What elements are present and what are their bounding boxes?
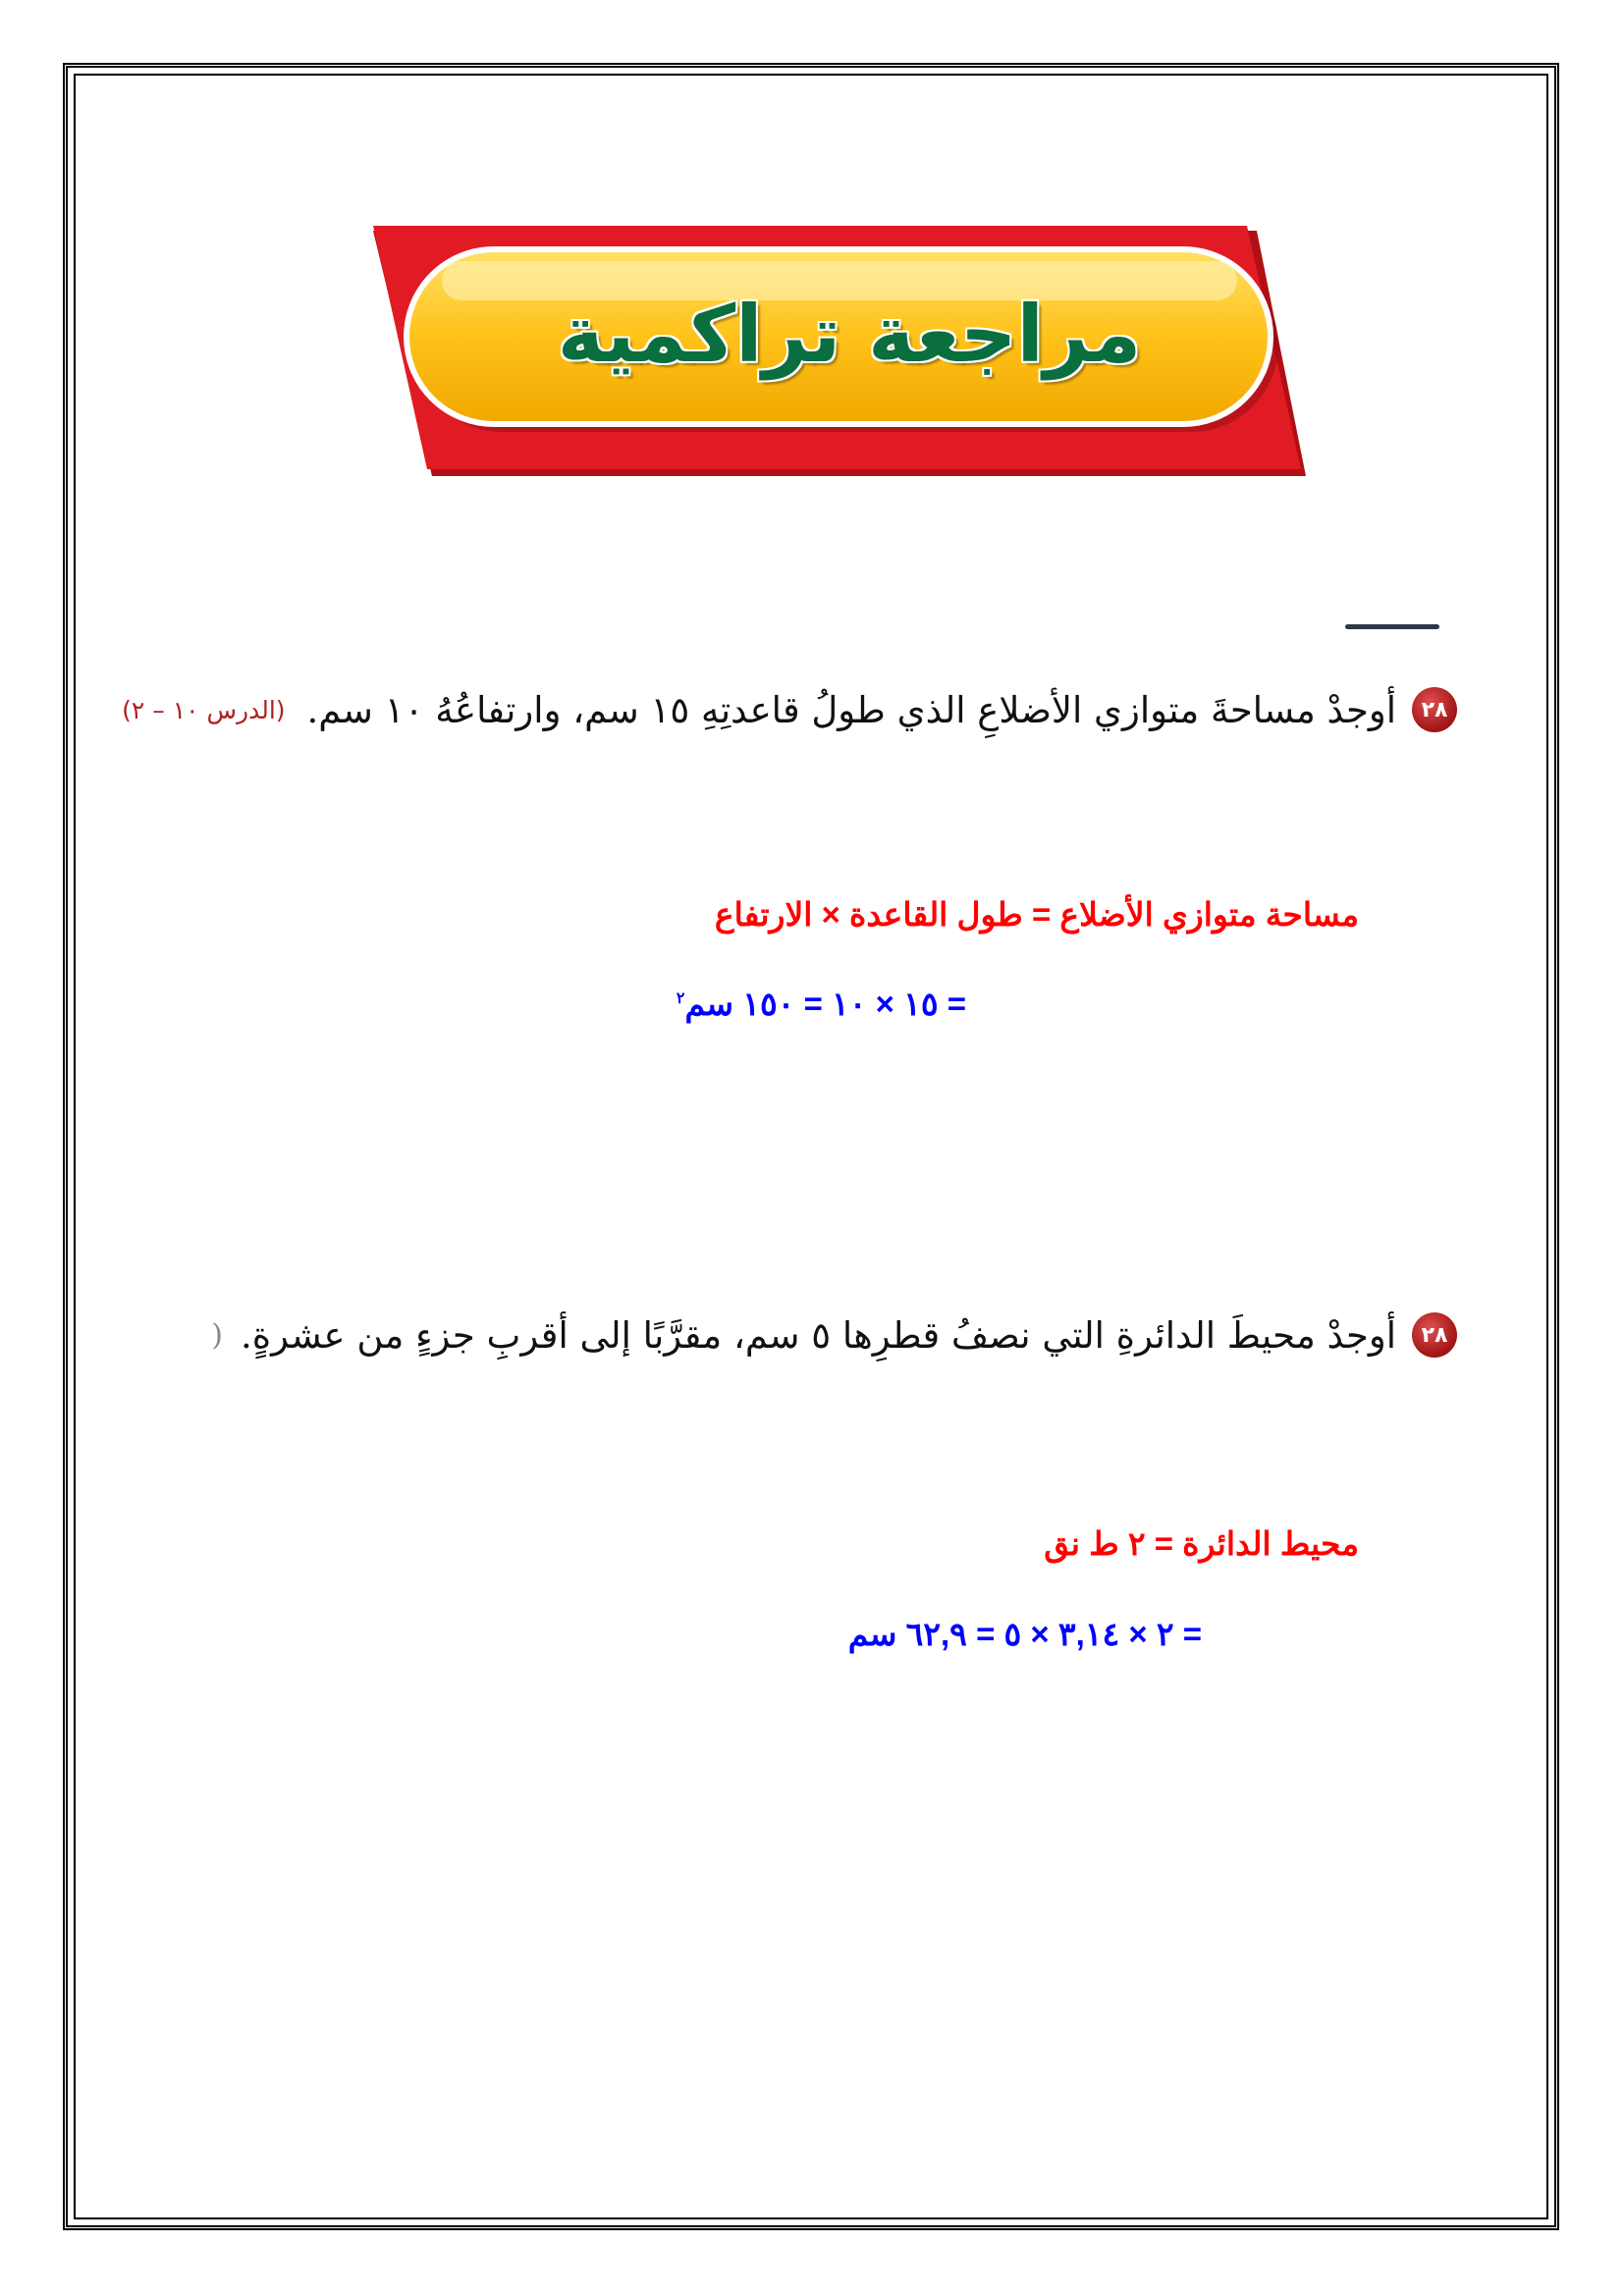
problem-1-formula: مساحة متوازي الأضلاع = طول القاعدة × الارتفاع [714,896,1359,933]
problem-1 [122,687,1457,732]
problem-1-calculation [677,985,966,1023]
problem-1-lesson-ref: (الدرس ١٠ – ٢) [122,695,286,724]
problem-2 [211,1312,1457,1358]
problem-2-calculation: = ٢ × ٣,١٤ × ٥ = ٦٢,٩ سم [847,1616,1202,1652]
decorative-line [1345,624,1439,629]
problem-2-text: أوجدْ محيطَ الدائرةِ التي نصفُ قطرِها ٥ سم، مقرَّبًا إلى أقربِ جزءٍ من عشرةٍ. [240,1313,1396,1357]
problem-2-formula: محيط الدائرة = ٢ ط نق [1044,1525,1359,1562]
problem-1-number-badge: ٢٨ [1412,687,1457,732]
problem-1-text: أوجدْ مساحةَ متوازي الأضلاعِ الذي طولُ قاعدتِهِ ١٥ سم، وارتفاعُهُ ١٠ سم. [306,688,1396,731]
problem-1-calculation-text: = ١٥ × ١٠ = ١٥٠ سم [684,986,966,1022]
problem-1-unit-power: ٢ [676,990,685,1007]
title-banner [373,226,1326,481]
problem-2-number-badge: ٢٨ [1412,1312,1457,1358]
problem-2-trailing-mark: ( [211,1317,223,1353]
page-title: مراجعة تراكمية [557,289,1142,380]
